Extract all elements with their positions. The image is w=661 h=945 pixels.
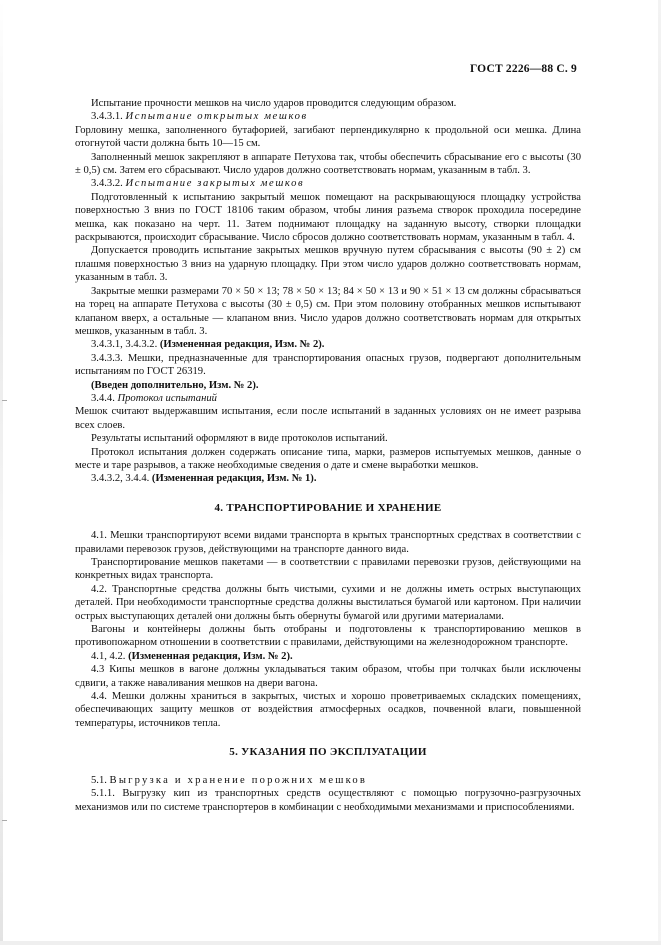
clause-heading (75, 338, 581, 351)
paragraph: Испытание прочности мешков на число ударов проводится следующим образом. (91, 98, 457, 109)
section-title: 5. УКАЗАНИЯ ПО ЭКСПЛУАТАЦИИ (229, 746, 427, 759)
clause-heading (75, 774, 581, 787)
section-title: 4. ТРАНСПОРТИРОВАНИЕ И ХРАНЕНИЕ (214, 501, 442, 514)
paragraph: Протокол испытания должен содержать описание типа, марки, размеров испытуемых мешков, данные о месте и таре разрывов, а также необходимые сведения о дате и смене выработки мешков. (75, 446, 581, 471)
clause-title: Испытание открытых мешков (125, 111, 308, 123)
amendment-note: (Введен дополнительно, Изм. № 2). (91, 379, 259, 391)
paragraph: Вагоны и контейнеры должны быть отобраны и подготовлены к транспортированию мешков в противопожарном отношении в соответствии с правилами, действующими на железнодорожном транспорте. (75, 624, 581, 649)
clause-title: Протокол испытаний (117, 392, 217, 404)
paragraph: Результаты испытаний оформляют в виде протоколов испытаний. (91, 433, 388, 445)
paragraph: 3.4.3.3. Мешки, предназначенные для транспортирования опасных грузов, подвергают дополнительным испытаниям по ГОСТ 26319. (75, 352, 581, 378)
clause-number: 3.4.3.2. (91, 178, 126, 190)
paragraph: Подготовленный к испытанию закрытый мешок помещают на раскрывающуюся площадку устройства поверхностью 3 вниз по ГОСТ 18106 таким образом, чтобы линия разъема створок проходила посередине мешка, как показано на черт. 11. Затем поднимают площадку на заданную высоту, створки площадки раскрываются, происходит сбрасывание. Число сбросов должно соответствовать нормам, указанным в табл. 4. (75, 191, 581, 244)
clause-heading (75, 177, 581, 190)
paragraph: 4.3 Кипы мешков в вагоне должны укладываться таким образом, чтобы при толчках были исключены сдвиги, а также наваливания мешков на двери вагона. (75, 664, 581, 689)
paragraph: 4.2. Транспортные средства должны быть чистыми, сухими и не должны иметь острых выступающих деталей. При необходимости транспортные средства должны выстилаться бумагой или картоном. При наличии острых выступающих деталей они должны быть обернуты бумагой или другими материалами. (75, 583, 581, 622)
amendment-note: (Измененная редакция, Изм. № 2). (128, 650, 293, 662)
paragraph: 4.1. Мешки транспортируют всеми видами транспорта в крытых транспортных средствах в соответствии с правилами перевозок грузов, действующими на транспорте данного вида. (75, 530, 581, 555)
paragraph: 4.4. Мешки должны храниться в закрытых, чистых и хорошо проветриваемых складских помещениях, обеспечивающих защиту мешков от воздействия атмосферных осадков, почвенной влаги, повышенной температуры, источников тепла. (75, 691, 581, 729)
amendment-note: (Измененная редакция, Изм. № 2). (159, 339, 325, 351)
paragraph: Допускается проводить испытание закрытых мешков вручную путем сбрасывания с высоты (90 ± 2) см плашмя поверхностью 3 вниз на ударную площадку. При этом число ударов должно соответствовать нормам, указанным в табл. 3. (75, 245, 581, 284)
clause-heading (75, 650, 581, 663)
clause-heading (75, 472, 581, 485)
paragraph: 5.1.1. Выгрузку кип из транспортных средств осуществляют с помощью погрузочно-разгрузочных механизмов или по системе транспортеров в комбинации с необходимыми механизмами и приспособлениями. (75, 788, 581, 813)
paragraph: Горловину мешка, заполненного бутафорией, загибают перпендикулярно к продольной оси мешка. Длина отогнутой части должна быть 10—15 см. (75, 124, 581, 150)
clause-number: 3.4.3.1. (91, 111, 126, 123)
clause-heading (75, 110, 581, 123)
clause-number: 3.4.3.1, 3.4.3.2. (91, 339, 160, 351)
clause-number: 3.4.3.2, 3.4.4. (91, 473, 152, 485)
clause-heading (75, 392, 581, 405)
scan-tick (2, 820, 7, 821)
scan-edge-left (0, 0, 3, 945)
scan-edge-bottom (0, 941, 661, 945)
clause-number: 3.4.4. (91, 392, 118, 404)
paragraph: Закрытые мешки размерами 70 × 50 × 13; 78 × 50 × 13; 84 × 50 × 13 и 90 × 51 × 13 см должны сбрасываться на торец на аппарате Петухова с высоты (30 ± 0,5) см. При этом половину отобранных мешков испытывают клапаном вверх, а остальные — клапаном вниз. Число ударов должно соответствовать нормам для открытых мешков, указанным в табл. 3. (75, 285, 581, 337)
page-header: ГОСТ 2226—88 С. 9 (469, 63, 577, 75)
paragraph: Транспортирование мешков пакетами — в соответствии с правилами перевозки грузов, действующими на конкретных видах транспорта. (75, 557, 581, 582)
clause-title: Выгрузка и хранение порожних мешков (109, 774, 368, 786)
amendment-note: (Измененная редакция, Изм. № 1). (151, 473, 317, 485)
paragraph: Заполненный мешок закрепляют в аппарате Петухова так, чтобы обеспечить сбрасывание его с высоты (30 ± 0,5) см. Затем его сбрасывают. Число ударов должно соответствовать нормам, указанным в табл. 3. (75, 151, 581, 177)
paragraph: Мешок считают выдержавшим испытания, если после испытаний в заданных условиях он не имеет разрыва всех слоев. (75, 406, 581, 431)
clause-number: 4.1, 4.2. (91, 650, 129, 662)
document-body (75, 97, 581, 814)
clause-title: Испытание закрытых мешков (125, 178, 305, 190)
clause-number: 5.1. (91, 774, 110, 786)
scan-tick (2, 400, 7, 401)
